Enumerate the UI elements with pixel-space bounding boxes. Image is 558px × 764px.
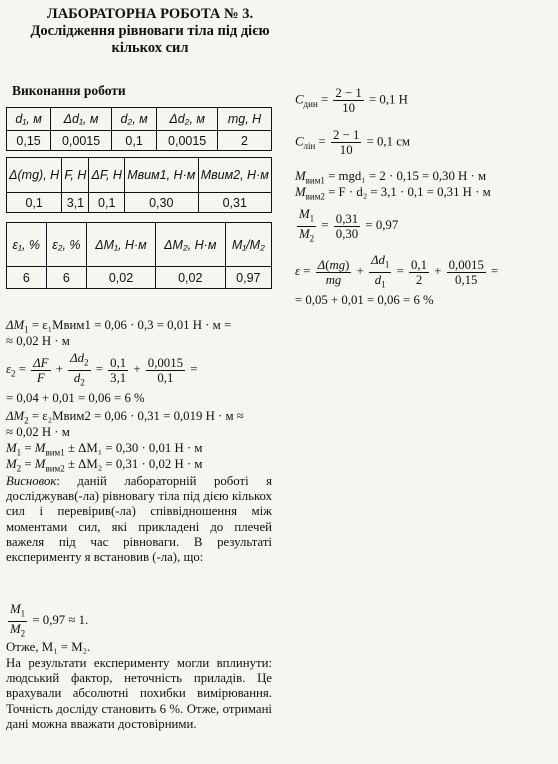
table1-cell: 0,0015 [157, 131, 218, 151]
table2-header: Mвим1, Н·м [125, 158, 198, 193]
table3-cell: 6 [7, 267, 47, 289]
measurements-table-3 [6, 222, 272, 289]
title-line-2: Дослідження рівноваги тіла під дією [30, 23, 270, 39]
table1-header: d₁, м [7, 108, 51, 131]
cdyn-formula: $C_{дин}$ = $\frac{2 - 1}{10}$ = 0,1 Н [295, 86, 408, 115]
table3-header: ΔM₁, Н·м [87, 223, 156, 267]
dm1-formula: $\Delta M_1$ = ε₁Mвим1 = 0,06 · 0,3 = 0,01 Н · м = [6, 318, 232, 335]
title-line-1: ЛАБОРАТОРНА РОБОТА № 3. [46, 6, 254, 22]
measurements-table-2 [6, 157, 272, 213]
m2-result: $M_2 = M_{вим2} \pm \Delta M_2 = 0,31 \cdot 0,02$ Н · м [6, 457, 203, 474]
table1-cell: 2 [218, 131, 272, 151]
table1-cell: 0,1 [111, 131, 156, 151]
conclusion-so: Отже, M₁ = M₂. [6, 640, 91, 654]
conclusion-final: На результати експерименту могли вплинути: людський фактор, неточність приладів. Це врахували абсолютні похибки вимірювання. Точність досліду становить 6 %. Отже, отримані дані можна вважати достовірними. [6, 656, 272, 731]
clin-formula: $C_{лін}$ = $\frac{2 - 1}{10}$ = 0,1 см [295, 128, 410, 157]
eps-formula: ε = $\frac{\Delta(mg)}{mg}$ + $\frac{\Delta d_1}{d_1}$ = $\frac{0,1}{2}$ + $\frac{0,0015}{0,15}$ = [295, 253, 499, 290]
table3-cell: 0,02 [87, 267, 156, 289]
table3-header: ε₂, % [46, 223, 87, 267]
dm1-result: ≈ 0,02 Н · м [6, 334, 70, 348]
eps2-formula: $\varepsilon_2$ = $\frac{\Delta F}{F}$ + $\frac{\Delta d_2}{d_2}$ = $\frac{0,1}{3,1}$ + $\frac{0,0015}{0,1}$ = [6, 351, 198, 388]
title-line-3: кількох сил [111, 40, 189, 56]
table3-cell: 0,97 [225, 267, 271, 289]
table2-cell: 0,31 [198, 193, 272, 213]
eps-result: = 0,05 + 0,01 = 0,06 = 6 % [295, 293, 434, 307]
section-title: Виконання роботи [12, 83, 126, 98]
conclusion-ratio: $\frac{M_1}{M_2}$ = 0,97 ≈ 1. [10, 602, 89, 639]
mvim2-formula: $M_{вим2} = F \cdot d_2 = 3,1 \cdot 0,1 = 0,31$ Н · м [295, 185, 491, 202]
ratio-formula: $\frac{M_1}{M_2}$ = $\frac{0,31}{0,30}$ = 0,97 [299, 207, 399, 244]
table2-header: F, Н [62, 158, 89, 193]
table1-cell: 0,15 [7, 131, 51, 151]
table3-cell: 0,02 [155, 267, 225, 289]
table1-header: Δd₁, м [51, 108, 112, 131]
table2-header: Δ(mg), Н [7, 158, 62, 193]
m1-result: $M_1 = M_{вим1} \pm \Delta M_1 = 0,30 \cdot 0,01$ Н · м [6, 441, 203, 458]
table2-header: ΔF, Н [89, 158, 125, 193]
conclusion-text: : даній лабораторній роботі я досліджував(-ла) рівновагу тіла під дією кількох сил і перевірив(-ла) співвідношення між моментами сил, які прикладені до плечей важеля під час рівноваги. В результаті експерименту я встановив (-ла), що: [6, 474, 272, 565]
table2-cell: 0,1 [89, 193, 125, 213]
table1-header: mg, Н [218, 108, 272, 131]
table2-cell: 0,30 [125, 193, 198, 213]
table2-header: Mвим2, Н·м [198, 158, 272, 193]
table3-cell: 6 [46, 267, 87, 289]
table1-header: d₂, м [111, 108, 156, 131]
eps2-result: = 0,04 + 0,01 = 0,06 = 6 % [6, 391, 145, 405]
measurements-table-1 [6, 107, 272, 151]
table2-cell: 3,1 [62, 193, 89, 213]
dm2-result: ≈ 0,02 Н · м [6, 425, 70, 439]
dm2-formula: $\Delta M_2$ = ε₂Mвим2 = 0,06 · 0,31 = 0,019 Н · м ≈ [6, 409, 244, 426]
table1-header: Δd₂, м [157, 108, 218, 131]
table1-cell: 0,0015 [51, 131, 112, 151]
mvim1-formula: $M_{вим1} = mgd_1 = 2 \cdot 0,15 = 0,30$ Н · м [295, 169, 487, 186]
page-title [0, 6, 300, 57]
table2-cell: 0,1 [7, 193, 62, 213]
table3-header: ε₁, % [7, 223, 47, 267]
conclusion-label: Висновок [6, 474, 57, 488]
table3-header: M₁/M₂ [225, 223, 271, 267]
table3-header: ΔM₂, Н·м [155, 223, 225, 267]
conclusion-paragraph [6, 474, 272, 565]
